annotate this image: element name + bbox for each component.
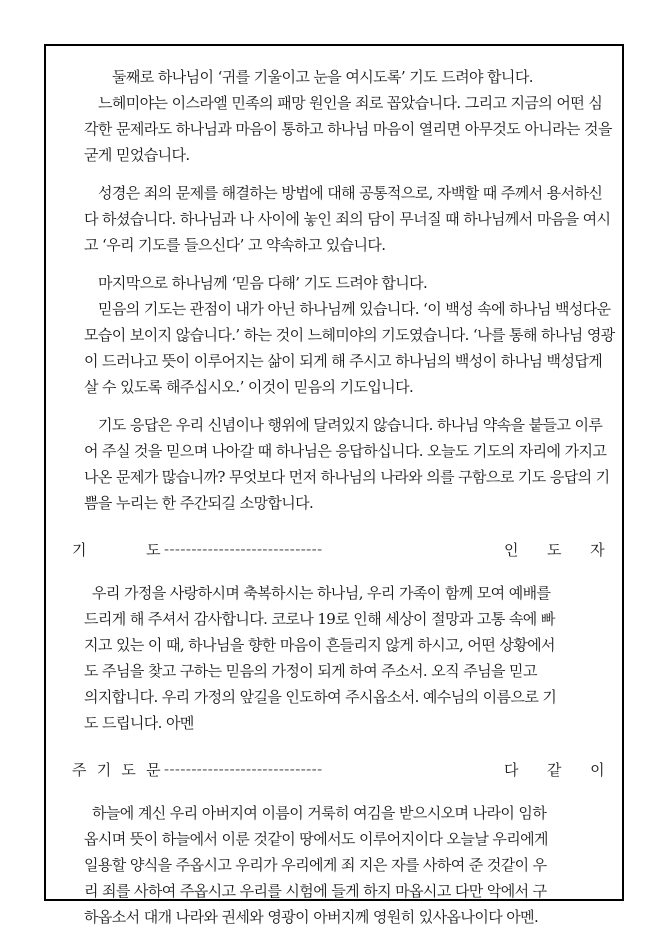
text-line: 지고 있는 이 때, 하나님을 향한 마음이 흔들리지 않게 하시고, 어떤 상황에서 — [84, 636, 555, 654]
text-line: 도 드립니다. 아멘 — [84, 714, 194, 732]
text-line: 쁨을 누리는 한 주간되길 소망합니다. — [84, 494, 314, 512]
text-line: 어 주실 것을 믿으며 나아갈 때 하나님은 응답하십니다. 오늘도 기도의 자리에 가지고 — [84, 442, 607, 460]
text-line: 드리게 해 주셔서 감사합니다. 코로나 19로 인해 세상이 절망과 고통 속에 빠 — [84, 610, 555, 628]
text-line: 모습이 보이지 않습니다.’ 하는 것이 느헤미야의 기도였습니다. ‘나를 통해 하나님 영광 — [84, 326, 615, 344]
prayer-heading-leader: 인 도 자 — [504, 540, 604, 559]
text-line: 나온 문제가 많습니까? 무엇보다 먼저 하나님의 나라와 의를 구함으로 기도 응답의 기 — [84, 468, 610, 486]
text-line: 믿음의 기도는 관점이 내가 아닌 하나님께 있습니다. ‘이 백성 속에 하나님 백성다운 — [98, 300, 611, 318]
dashed-leader: ----------------------------- — [164, 760, 323, 778]
text-line: 리 죄를 사하여 주옵시고 우리를 시험에 들게 하지 마옵시고 다만 악에서 구 — [84, 882, 547, 900]
text-line: 우리 가정을 사랑하시며 축복하시는 하나님, 우리 가족이 함께 모여 예배를 — [92, 584, 551, 602]
text-line: 마지막으로 하나님께 ‘믿음 다해’ 기도 드려야 합니다. — [98, 274, 428, 292]
text-line: 살 수 있도록 해주십시오.’ 이것이 믿음의 기도입니다. — [84, 378, 414, 396]
text-line: 하늘에 계신 우리 아버지여 이름이 거룩히 여김을 받으시오며 나라이 임하 — [92, 804, 547, 822]
text-line: 하옵소서 대개 나라와 권세와 영광이 아버지께 영원히 있사옵나이다 아멘. — [84, 908, 539, 926]
text-line: 각한 문제라도 하나님과 마음이 통하고 하나님 마음이 열리면 아무것도 아니라는 것을 — [84, 120, 612, 138]
document-body — [72, 64, 615, 930]
text-line: 기도 응답은 우리 신념이나 행위에 달려있지 않습니다. 하나님 약속을 붙들고 이루 — [98, 416, 603, 434]
paragraph-confession — [84, 180, 611, 258]
lords-prayer-heading — [72, 756, 604, 782]
lords-prayer-heading-leader: 다 같 이 — [504, 760, 604, 779]
text-line: 이 드러나고 뜻이 이루어지는 삶이 되게 해 주시고 하나님의 백성이 하나님 백성답게 — [84, 352, 603, 370]
text-line: 옵시며 뜻이 하늘에서 이룬 것같이 땅에서도 이루어지이다 오늘날 우리에게 — [84, 830, 548, 848]
prayer-heading-title: 기 도 — [72, 540, 160, 559]
text-line: 일용할 양식을 주옵시고 우리가 우리에게 죄 지은 자를 사하여 준 것같이 우 — [84, 856, 547, 874]
text-line: 도 주님을 찾고 구하는 믿음의 가정이 되게 하여 주소서. 오직 주님을 믿고 — [84, 662, 537, 680]
text-line: 고 ‘우리 기도를 들으신다’ 고 약속하고 있습니다. — [84, 236, 386, 254]
text-line: 의지합니다. 우리 가정의 앞길을 인도하여 주시옵소서. 예수님의 이름으로 기 — [84, 688, 557, 706]
prayer-heading — [72, 536, 604, 562]
lords-prayer-heading-title: 주 기 도 문 — [72, 760, 160, 779]
text-line: 둘째로 하나님이 ‘귀를 기울이고 눈을 여시도록’ 기도 드려야 합니다. — [112, 68, 533, 86]
family-prayer — [84, 580, 604, 736]
dashed-leader: ----------------------------- — [164, 540, 323, 558]
paragraph-second-point — [84, 64, 612, 168]
text-line: 느헤미야는 이스라엘 민족의 패망 원인을 죄로 꼽았습니다. 그리고 지금의 어떤 심 — [98, 94, 603, 112]
paragraph-faith — [84, 270, 615, 400]
lords-prayer — [84, 800, 604, 930]
text-line: 굳게 믿었습니다. — [84, 146, 190, 164]
text-line: 성경은 죄의 문제를 해결하는 방법에 대해 공통적으로, 자백할 때 주께서 용서하신 — [98, 184, 603, 202]
paragraph-answer — [84, 412, 610, 516]
text-line: 다 하셨습니다. 하나님과 나 사이에 놓인 죄의 담이 무너질 때 하나님께서 마음을 여시 — [84, 210, 611, 228]
